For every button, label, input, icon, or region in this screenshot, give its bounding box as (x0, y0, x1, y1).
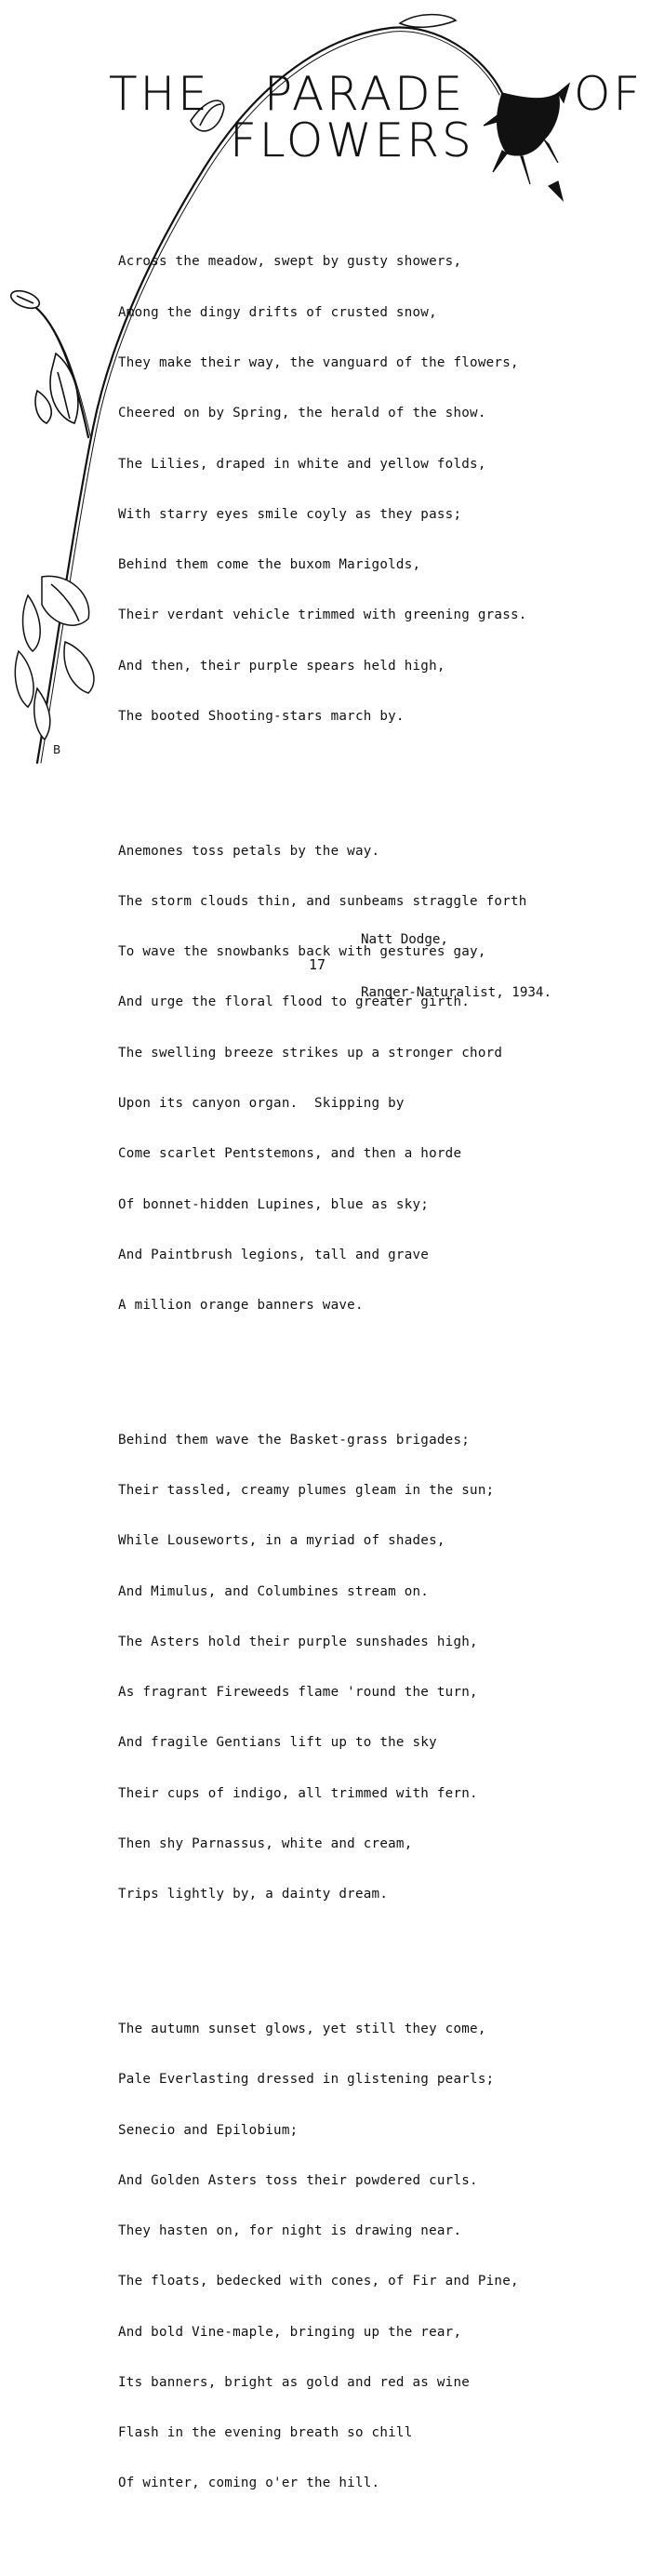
title-word-flowers: FLOWERS (230, 113, 474, 167)
poem-line: And bold Vine-maple, bringing up the rear, (118, 2324, 462, 2340)
poem-line: The autumn sunset glows, yet still they come, (118, 2021, 486, 2036)
stanza-2 (118, 808, 639, 1347)
poem-line: Of winter, coming o'er the hill. (118, 2476, 380, 2491)
poem-line: Then shy Parnassus, white and cream, (118, 1836, 413, 1851)
poem-line: The floats, bedecked with cones, of Fir and Pine, (118, 2274, 519, 2289)
poem-line: Their cups of indigo, all trimmed with fern. (118, 1785, 478, 1801)
poem-line: Its banners, bright as gold and red as wine (118, 2374, 471, 2390)
shooting-star-flowers-icon (35, 354, 78, 423)
title-word-of: OF (574, 67, 644, 121)
stanza-1 (118, 220, 639, 758)
poem-line: They hasten on, for night is drawing near. (118, 2223, 462, 2239)
poem-line: And fragile Gentians lift up to the sky (118, 1735, 437, 1751)
stanza-3 (118, 1398, 639, 1937)
columbine-flower-icon (484, 84, 569, 200)
poem-line: Trips lightly by, a dainty dream. (118, 1887, 389, 1902)
author-signature (361, 896, 551, 1037)
poem-line: And Golden Asters toss their powdered curls. (118, 2172, 478, 2188)
poem-line: Pale Everlasting dressed in glistening pearls; (118, 2072, 495, 2088)
title-word-parade: PARADE (264, 67, 466, 121)
poem-line: And Paintbrush legions, tall and grave (118, 1247, 430, 1262)
poem-line: Come scarlet Pentstemons, and then a horde (118, 1146, 462, 1162)
poem-line: As fragrant Fireweeds flame 'round the turn, (118, 1685, 478, 1701)
author-name: Natt Dodge, (361, 932, 448, 947)
top-bud-icon (400, 15, 456, 28)
poem-line: The booted Shooting-stars march by. (118, 708, 405, 724)
poem-line: Their verdant vehicle trimmed with greening grass. (118, 607, 527, 623)
poem-line: Cheered on by Spring, the herald of the show. (118, 406, 486, 421)
poem-line: Their tassled, creamy plumes gleam in the sun; (118, 1483, 495, 1499)
poem-line: Anemones toss petals by the way. (118, 843, 380, 859)
poem-line: The Lilies, draped in white and yellow folds, (118, 456, 486, 472)
poem-line: They make their way, the vanguard of the flowers, (118, 354, 519, 370)
poem-line: With starry eyes smile coyly as they pass; (118, 506, 462, 522)
poem-line: Senecio and Epilobium; (118, 2122, 299, 2138)
poem-line: And then, their purple spears held high, (118, 658, 445, 674)
poem-line: Flash in the evening breath so chill (118, 2425, 413, 2441)
poem-line: Across the meadow, swept by gusty showers, (118, 254, 462, 270)
poem-line: A million orange banners wave. (118, 1298, 364, 1314)
stanza-4 (118, 1987, 639, 2526)
poem-line: Of bonnet-hidden Lupines, blue as sky; (118, 1196, 430, 1212)
poem-line: The swelling breeze strikes up a stronger chord (118, 1045, 503, 1061)
poem-line: The Asters hold their purple sunshades high, (118, 1634, 478, 1649)
title-word-the: THE (109, 67, 210, 121)
poem-line: The storm clouds thin, and sunbeams straggle forth (118, 893, 527, 909)
poem-body (118, 186, 639, 2576)
poem-line: Behind them wave the Basket-grass brigades; (118, 1432, 471, 1448)
poem-line: Behind them come the buxom Marigolds, (118, 557, 421, 573)
author-title: Ranger-Naturalist, 1934. (361, 985, 551, 1000)
page-number: 17 (309, 956, 326, 973)
poem-line: To wave the snowbanks back with gestures gay, (118, 944, 486, 960)
poem-line: And Mimulus, and Columbines stream on. (118, 1583, 430, 1599)
artist-initial: B (53, 743, 61, 756)
poem-line: And urge the floral flood to greater girth. (118, 994, 471, 1010)
poem-line: Upon its canyon organ. Skipping by (118, 1095, 405, 1111)
poem-line: While Louseworts, in a myriad of shades, (118, 1533, 445, 1549)
poem-line: Among the dingy drifts of crusted snow, (118, 304, 437, 320)
